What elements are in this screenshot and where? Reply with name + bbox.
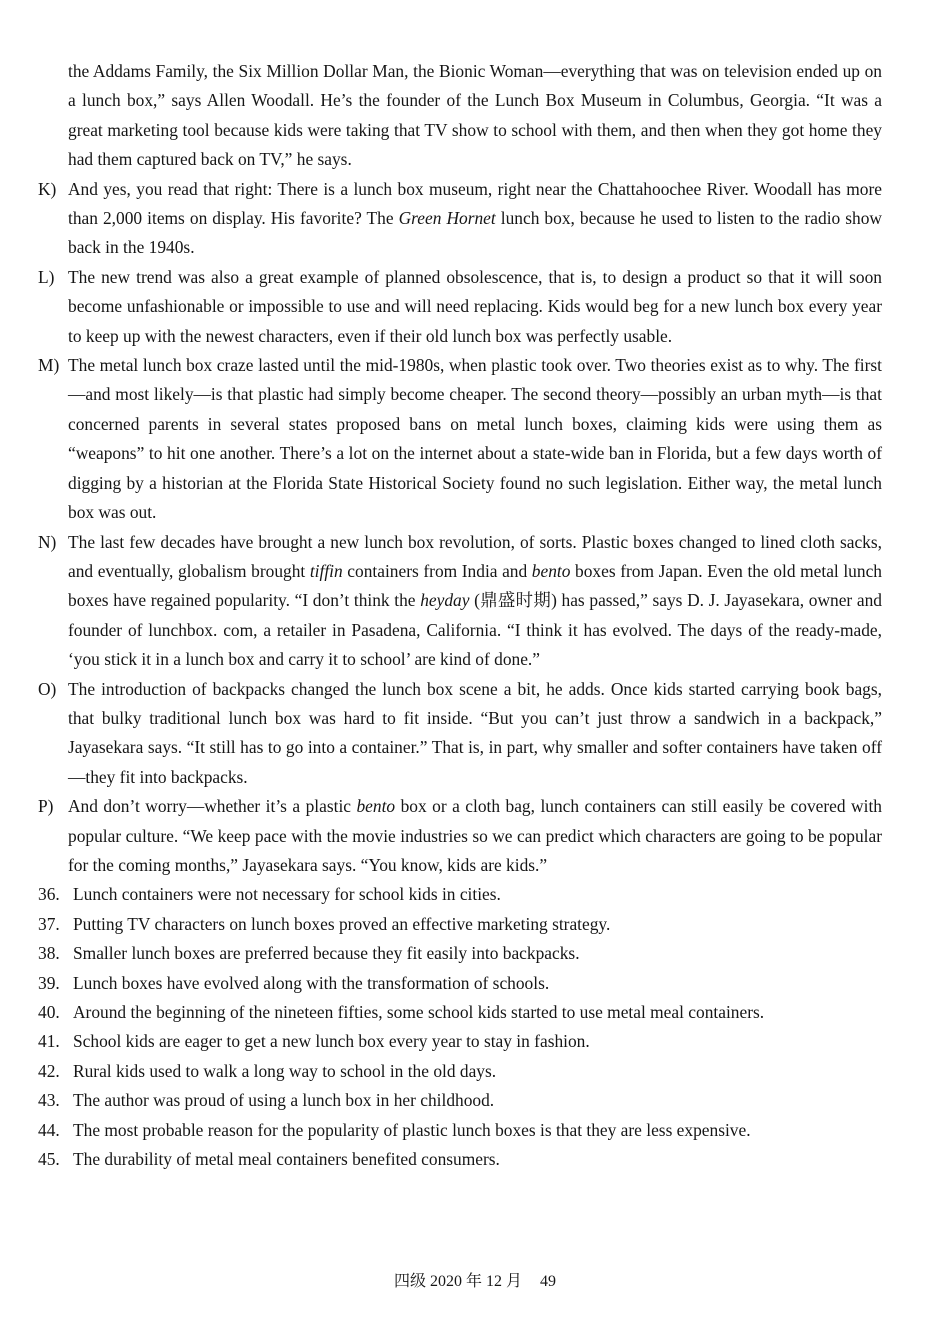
question-number: 37. [38,913,60,934]
question-item [38,1116,882,1145]
passage-paragraph [38,351,882,527]
paragraph-text: The metal lunch box craze lasted until the mid-1980s, when plastic took over. Two theories exist as to why. The first—and most likely—is that plastic had simply become cheaper. The second theory—possibly an urban myth—is that concerned parents in several states proposed bans on metal lunch boxes, claiming kids were using them as “weapons” to hit one another. There’s a lot on the internet about a state-wide ban in Florida, but a few days worth of digging by a historian at the Florida State Historical Society found no such legislation. Either way, the metal lunch box was out. [68,355,882,523]
question-number: 43. [38,1090,60,1111]
italic-term: tiffin [309,560,343,581]
paragraph-text: boxes from Japan. Even the old metal lunch boxes have regained popularity. “I don’t think the [68,560,882,611]
question-item [38,1027,882,1056]
paragraph-label: L) [38,266,55,287]
question-number: 41. [38,1031,60,1052]
paragraph-text: containers from India and [342,560,532,581]
question-text: The most probable reason for the popularity of plastic lunch boxes is that they are less expensive. [73,1119,751,1140]
paragraph-text: The last few decades have brought a new lunch box revolution, of sorts. Plastic boxes changed to lined cloth sacks, and eventually, globalism brought [68,531,882,581]
footer-exam-label: 四级 2020 年 12 月 [393,1273,522,1290]
paragraph-text: And yes, you read that right: There is a lunch box museum, right near the Chattahoochee River. Woodall has more than 2,000 items on display. His favorite? The [68,178,882,229]
question-item [38,939,882,968]
paragraph-text: The new trend was also a great example of planned obsolescence, that is, to design a product so that it will soon become unfashionable or impossible to use and will need replacing. Kids would beg for a new lunch box every year to keep up with the newest characters, even if their old lunch box was perfectly usable. [68,266,882,346]
passage-paragraph [38,675,882,793]
passage-paragraph [38,528,882,675]
question-item [38,910,882,939]
question-text: Smaller lunch boxes are preferred because they fit easily into backpacks. [73,943,580,964]
question-item [38,1145,882,1174]
question-text: The durability of metal meal containers benefited consumers. [73,1149,500,1170]
passage-paragraph [38,263,882,351]
question-item [38,1086,882,1115]
page-footer [0,1268,950,1291]
question-number: 44. [38,1119,60,1140]
reading-passage [38,57,882,880]
question-item [38,880,882,909]
passage-paragraph [38,175,882,263]
passage-paragraph [38,57,882,175]
paragraph-text: (鼎盛时期) has passed,” says D. J. Jayasekara, owner and founder of lunchbox. com, a retailer in Pasadena, California. “I think it has evolved. The days of the ready-made, ‘you stick it in a lunch box and carry it to school’ are kind of done.” [68,590,882,670]
question-text: The author was proud of using a lunch box in her childhood. [73,1090,495,1111]
question-text: Lunch boxes have evolved along with the transformation of schools. [73,972,550,993]
question-text: Lunch containers were not necessary for school kids in cities. [73,884,501,905]
italic-term: Green Hornet [398,208,496,229]
question-list [38,880,882,1174]
paragraph-label: P) [38,796,54,817]
passage-paragraph [38,792,882,880]
italic-term: bento [356,796,396,817]
italic-term: heyday [420,590,470,611]
italic-term: bento [531,560,571,581]
paragraph-label: N) [38,531,57,552]
question-item [38,1057,882,1086]
question-item [38,969,882,998]
question-text: Around the beginning of the nineteen fifties, some school kids started to use metal meal containers. [73,1002,765,1022]
paragraph-text: box or a cloth bag, lunch containers can still easily be covered with popular culture. “We keep pace with the movie industries so we can predict which characters are going to be popular for the coming months,” Jayasekara says. “You know, kids are kids.” [68,796,882,875]
question-number: 42. [38,1060,60,1081]
paragraph-text: lunch box, because he used to listen to the radio show back in the 1940s. [68,208,882,258]
paragraph-label: K) [38,178,57,199]
paragraph-text: And don’t worry—whether it’s a plastic [68,796,357,817]
question-text: Putting TV characters on lunch boxes proved an effective marketing strategy. [73,913,611,934]
question-text: School kids are eager to get a new lunch box every year to stay in fashion. [73,1031,590,1052]
question-number: 40. [38,1002,60,1022]
question-number: 36. [38,884,60,905]
paragraph-text: the Addams Family, the Six Million Dollar Man, the Bionic Woman—everything that was on television ended up on a lunch box,” says Allen Woodall. He’s the founder of the Lunch Box Museum in Columbus, Georgia. “It was a great marketing tool because kids were taking that TV show to school with them, and then when they got home they had them captured back on TV,” he says. [68,61,882,170]
paragraph-text: The introduction of backpacks changed the lunch box scene a bit, he adds. Once kids started carrying book bags, that bulky traditional lunch box was hard to fit inside. “But you can’t just throw a sandwich in a backpack,” Jayasekara says. “It still has to go into a container.” That is, in part, why smaller and softer containers have taken off—they fit into backpacks. [68,678,882,787]
question-number: 39. [38,972,60,993]
paragraph-label: O) [38,678,57,699]
page-number: 49 [540,1273,556,1290]
question-item [38,998,882,1027]
question-text: Rural kids used to walk a long way to school in the old days. [73,1060,497,1081]
question-number: 38. [38,943,60,964]
question-number: 45. [38,1149,60,1170]
page-content [38,57,882,1174]
paragraph-label: M) [38,355,60,376]
